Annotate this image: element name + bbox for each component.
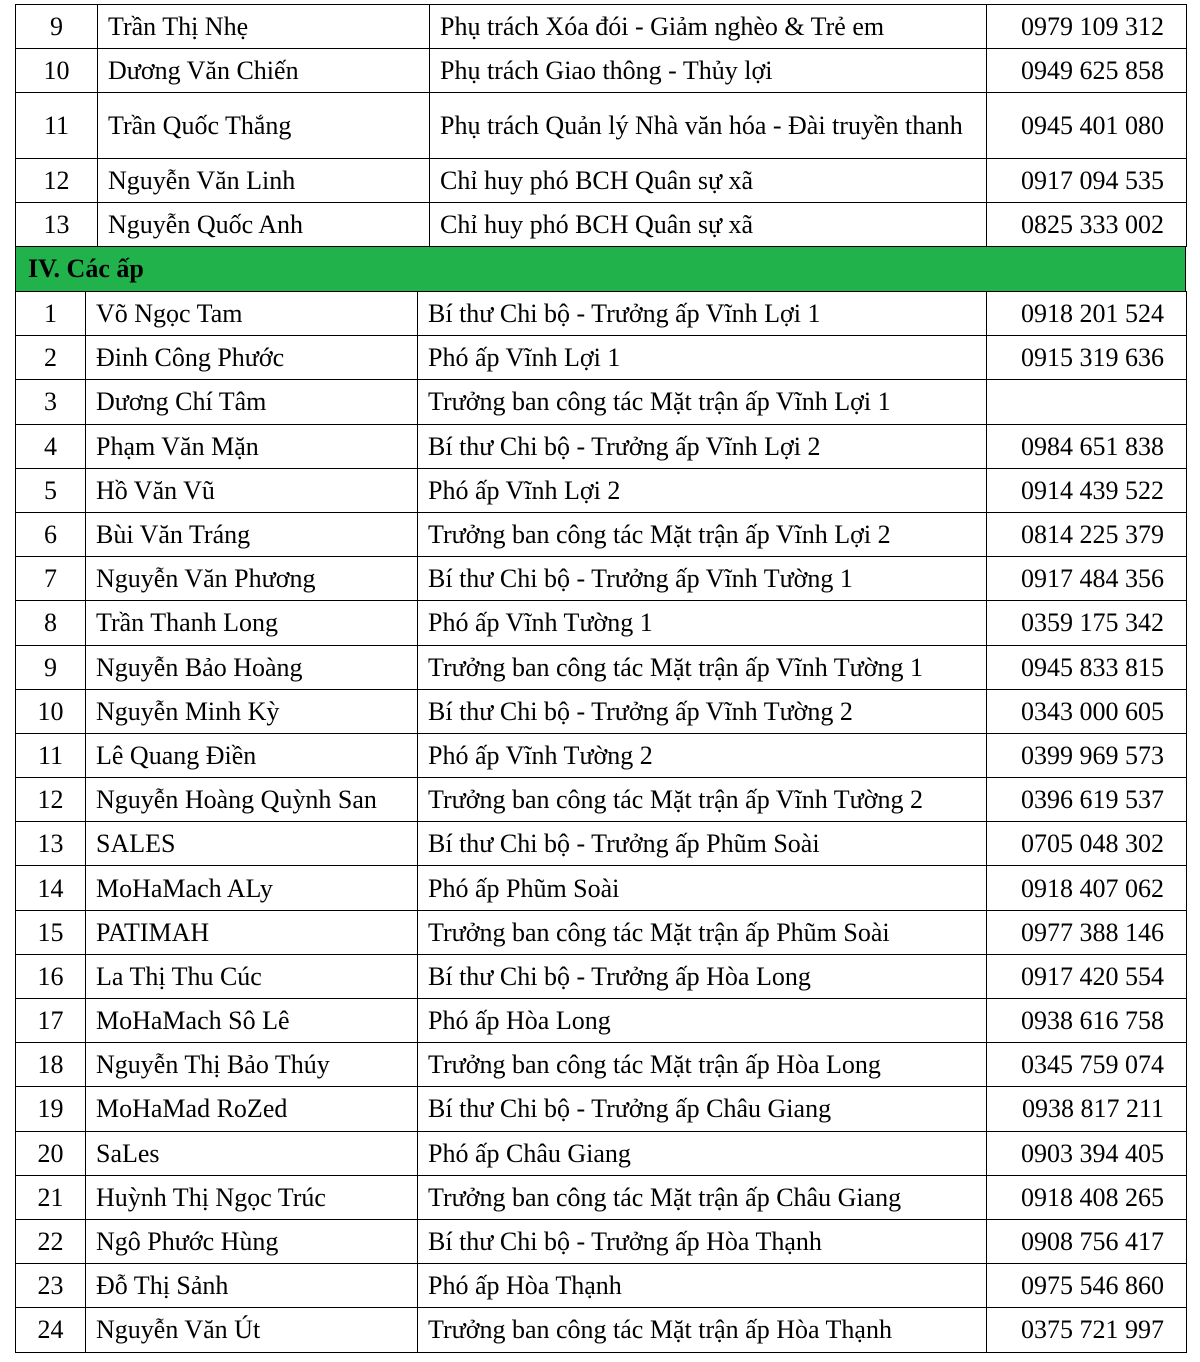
row-number: 3 [16, 380, 86, 424]
row-number: 2 [16, 336, 86, 380]
phone-number: 0705 048 302 [987, 822, 1187, 866]
role-title: Trưởng ban công tác Mặt trận ấp Phũm Soài [418, 910, 987, 954]
row-number: 14 [16, 866, 86, 910]
table-row [16, 93, 1187, 159]
person-name: Nguyễn Quốc Anh [98, 203, 430, 247]
table-row [16, 1087, 1187, 1131]
role-title: Bí thư Chi bộ - Trưởng ấp Vĩnh Lợi 2 [418, 424, 987, 468]
role-title: Bí thư Chi bộ - Trưởng ấp Hòa Thạnh [418, 1219, 987, 1263]
person-name: Nguyễn Văn Út [86, 1308, 418, 1352]
table-row [16, 778, 1187, 822]
phone-number: 0984 651 838 [987, 424, 1187, 468]
row-number: 9 [16, 645, 86, 689]
row-number: 1 [16, 292, 86, 336]
table-row [16, 1308, 1187, 1352]
phone-number: 0949 625 858 [987, 49, 1187, 93]
person-name: Trần Quốc Thắng [98, 93, 430, 159]
row-number: 23 [16, 1264, 86, 1308]
person-name: Dương Chí Tâm [86, 380, 418, 424]
phone-number: 0918 408 265 [987, 1175, 1187, 1219]
phone-number: 0359 175 342 [987, 601, 1187, 645]
row-number: 5 [16, 468, 86, 512]
table-row [16, 1219, 1187, 1263]
section-heading [15, 247, 1186, 291]
role-title: Trưởng ban công tác Mặt trận ấp Vĩnh Tường 1 [418, 645, 987, 689]
row-number: 13 [16, 203, 98, 247]
row-number: 16 [16, 954, 86, 998]
phone-number: 0975 546 860 [987, 1264, 1187, 1308]
phone-number: 0814 225 379 [987, 512, 1187, 556]
person-name: Phạm Văn Mặn [86, 424, 418, 468]
role-title: Bí thư Chi bộ - Trưởng ấp Vĩnh Lợi 1 [418, 292, 987, 336]
role-title: Trưởng ban công tác Mặt trận ấp Hòa Long [418, 1043, 987, 1087]
role-title: Trưởng ban công tác Mặt trận ấp Vĩnh Lợi 1 [418, 380, 987, 424]
row-number: 12 [16, 159, 98, 203]
role-title: Phụ trách Xóa đói - Giảm nghèo & Trẻ em [430, 5, 987, 49]
person-name: MoHaMad RoZed [86, 1087, 418, 1131]
row-number: 10 [16, 49, 98, 93]
phone-number: 0343 000 605 [987, 689, 1187, 733]
person-name: Bùi Văn Tráng [86, 512, 418, 556]
person-name: PATIMAH [86, 910, 418, 954]
role-title: Phó ấp Vĩnh Tường 1 [418, 601, 987, 645]
person-name: Nguyễn Minh Kỳ [86, 689, 418, 733]
person-name: SALES [86, 822, 418, 866]
phone-number: 0399 969 573 [987, 733, 1187, 777]
phone-number: 0918 407 062 [987, 866, 1187, 910]
phone-number: 0908 756 417 [987, 1219, 1187, 1263]
person-name: MoHaMach Sô Lê [86, 999, 418, 1043]
table-row [16, 49, 1187, 93]
row-number: 9 [16, 5, 98, 49]
person-name: Võ Ngọc Tam [86, 292, 418, 336]
phone-number: 0917 094 535 [987, 159, 1187, 203]
table-row [16, 1131, 1187, 1175]
role-title: Bí thư Chi bộ - Trưởng ấp Châu Giang [418, 1087, 987, 1131]
role-title: Bí thư Chi bộ - Trưởng ấp Hòa Long [418, 954, 987, 998]
role-title: Phụ trách Giao thông - Thủy lợi [430, 49, 987, 93]
table-row [16, 292, 1187, 336]
table-row [16, 1264, 1187, 1308]
role-title: Phó ấp Vĩnh Lợi 2 [418, 468, 987, 512]
phone-number [987, 380, 1187, 424]
person-name: Huỳnh Thị Ngọc Trúc [86, 1175, 418, 1219]
role-title: Bí thư Chi bộ - Trưởng ấp Vĩnh Tường 1 [418, 557, 987, 601]
phone-number: 0938 817 211 [987, 1087, 1187, 1131]
table-row [16, 999, 1187, 1043]
person-name: Đỗ Thị Sảnh [86, 1264, 418, 1308]
phone-number: 0345 759 074 [987, 1043, 1187, 1087]
table-row [16, 203, 1187, 247]
person-name: Ngô Phước Hùng [86, 1219, 418, 1263]
phone-number: 0938 616 758 [987, 999, 1187, 1043]
role-title: Phó ấp Châu Giang [418, 1131, 987, 1175]
role-title: Phó ấp Phũm Soài [418, 866, 987, 910]
row-number: 21 [16, 1175, 86, 1219]
role-title: Trưởng ban công tác Mặt trận ấp Vĩnh Lợi 2 [418, 512, 987, 556]
table-row [16, 866, 1187, 910]
role-title: Chỉ huy phó BCH Quân sự xã [430, 159, 987, 203]
row-number: 24 [16, 1308, 86, 1352]
role-title: Trưởng ban công tác Mặt trận ấp Châu Giang [418, 1175, 987, 1219]
row-number: 7 [16, 557, 86, 601]
phone-number: 0945 833 815 [987, 645, 1187, 689]
person-name: Nguyễn Bảo Hoàng [86, 645, 418, 689]
phone-number: 0914 439 522 [987, 468, 1187, 512]
table-row [16, 601, 1187, 645]
row-number: 6 [16, 512, 86, 556]
phone-number: 0396 619 537 [987, 778, 1187, 822]
row-number: 11 [16, 733, 86, 777]
phone-number: 0917 420 554 [987, 954, 1187, 998]
table-row [16, 512, 1187, 556]
row-number: 15 [16, 910, 86, 954]
phone-number: 0945 401 080 [987, 93, 1187, 159]
person-name: MoHaMach ALy [86, 866, 418, 910]
row-number: 4 [16, 424, 86, 468]
section-title: IV. Các ấp [28, 254, 144, 283]
table-row [16, 645, 1187, 689]
person-name: Lê Quang Điền [86, 733, 418, 777]
person-name: SaLes [86, 1131, 418, 1175]
row-number: 18 [16, 1043, 86, 1087]
hamlet-staff-body [16, 292, 1187, 1353]
table-row [16, 468, 1187, 512]
role-title: Phó ấp Vĩnh Tường 2 [418, 733, 987, 777]
role-title: Phó ấp Hòa Thạnh [418, 1264, 987, 1308]
table-row [16, 380, 1187, 424]
phone-number: 0977 388 146 [987, 910, 1187, 954]
hamlet-staff-table [15, 291, 1187, 1353]
phone-number: 0915 319 636 [987, 336, 1187, 380]
person-name: Đinh Công Phước [86, 336, 418, 380]
row-number: 19 [16, 1087, 86, 1131]
person-name: La Thị Thu Cúc [86, 954, 418, 998]
role-title: Bí thư Chi bộ - Trưởng ấp Vĩnh Tường 2 [418, 689, 987, 733]
row-number: 22 [16, 1219, 86, 1263]
commune-staff-body [16, 5, 1187, 247]
role-title: Phụ trách Quản lý Nhà văn hóa - Đài truyền thanh [430, 93, 987, 159]
row-number: 20 [16, 1131, 86, 1175]
row-number: 13 [16, 822, 86, 866]
table-row [16, 1175, 1187, 1219]
table-row [16, 822, 1187, 866]
row-number: 10 [16, 689, 86, 733]
row-number: 8 [16, 601, 86, 645]
table-row [16, 5, 1187, 49]
person-name: Hồ Văn Vũ [86, 468, 418, 512]
role-title: Phó ấp Vĩnh Lợi 1 [418, 336, 987, 380]
table-row [16, 910, 1187, 954]
table-row [16, 1043, 1187, 1087]
row-number: 17 [16, 999, 86, 1043]
person-name: Nguyễn Thị Bảo Thúy [86, 1043, 418, 1087]
person-name: Nguyễn Hoàng Quỳnh San [86, 778, 418, 822]
role-title: Trưởng ban công tác Mặt trận ấp Vĩnh Tường 2 [418, 778, 987, 822]
row-number: 12 [16, 778, 86, 822]
commune-staff-table [15, 4, 1187, 247]
phone-number: 0918 201 524 [987, 292, 1187, 336]
person-name: Trần Thị Nhẹ [98, 5, 430, 49]
phone-number: 0825 333 002 [987, 203, 1187, 247]
role-title: Chỉ huy phó BCH Quân sự xã [430, 203, 987, 247]
phone-number: 0375 721 997 [987, 1308, 1187, 1352]
person-name: Trần Thanh Long [86, 601, 418, 645]
table-row [16, 424, 1187, 468]
role-title: Bí thư Chi bộ - Trưởng ấp Phũm Soài [418, 822, 987, 866]
role-title: Trưởng ban công tác Mặt trận ấp Hòa Thạnh [418, 1308, 987, 1352]
person-name: Nguyễn Văn Phương [86, 557, 418, 601]
table-row [16, 954, 1187, 998]
table-row [16, 336, 1187, 380]
table-row [16, 557, 1187, 601]
phone-number: 0903 394 405 [987, 1131, 1187, 1175]
phone-number: 0917 484 356 [987, 557, 1187, 601]
table-row [16, 159, 1187, 203]
table-row [16, 733, 1187, 777]
person-name: Dương Văn Chiến [98, 49, 430, 93]
row-number: 11 [16, 93, 98, 159]
person-name: Nguyễn Văn Linh [98, 159, 430, 203]
phone-number: 0979 109 312 [987, 5, 1187, 49]
role-title: Phó ấp Hòa Long [418, 999, 987, 1043]
table-row [16, 689, 1187, 733]
